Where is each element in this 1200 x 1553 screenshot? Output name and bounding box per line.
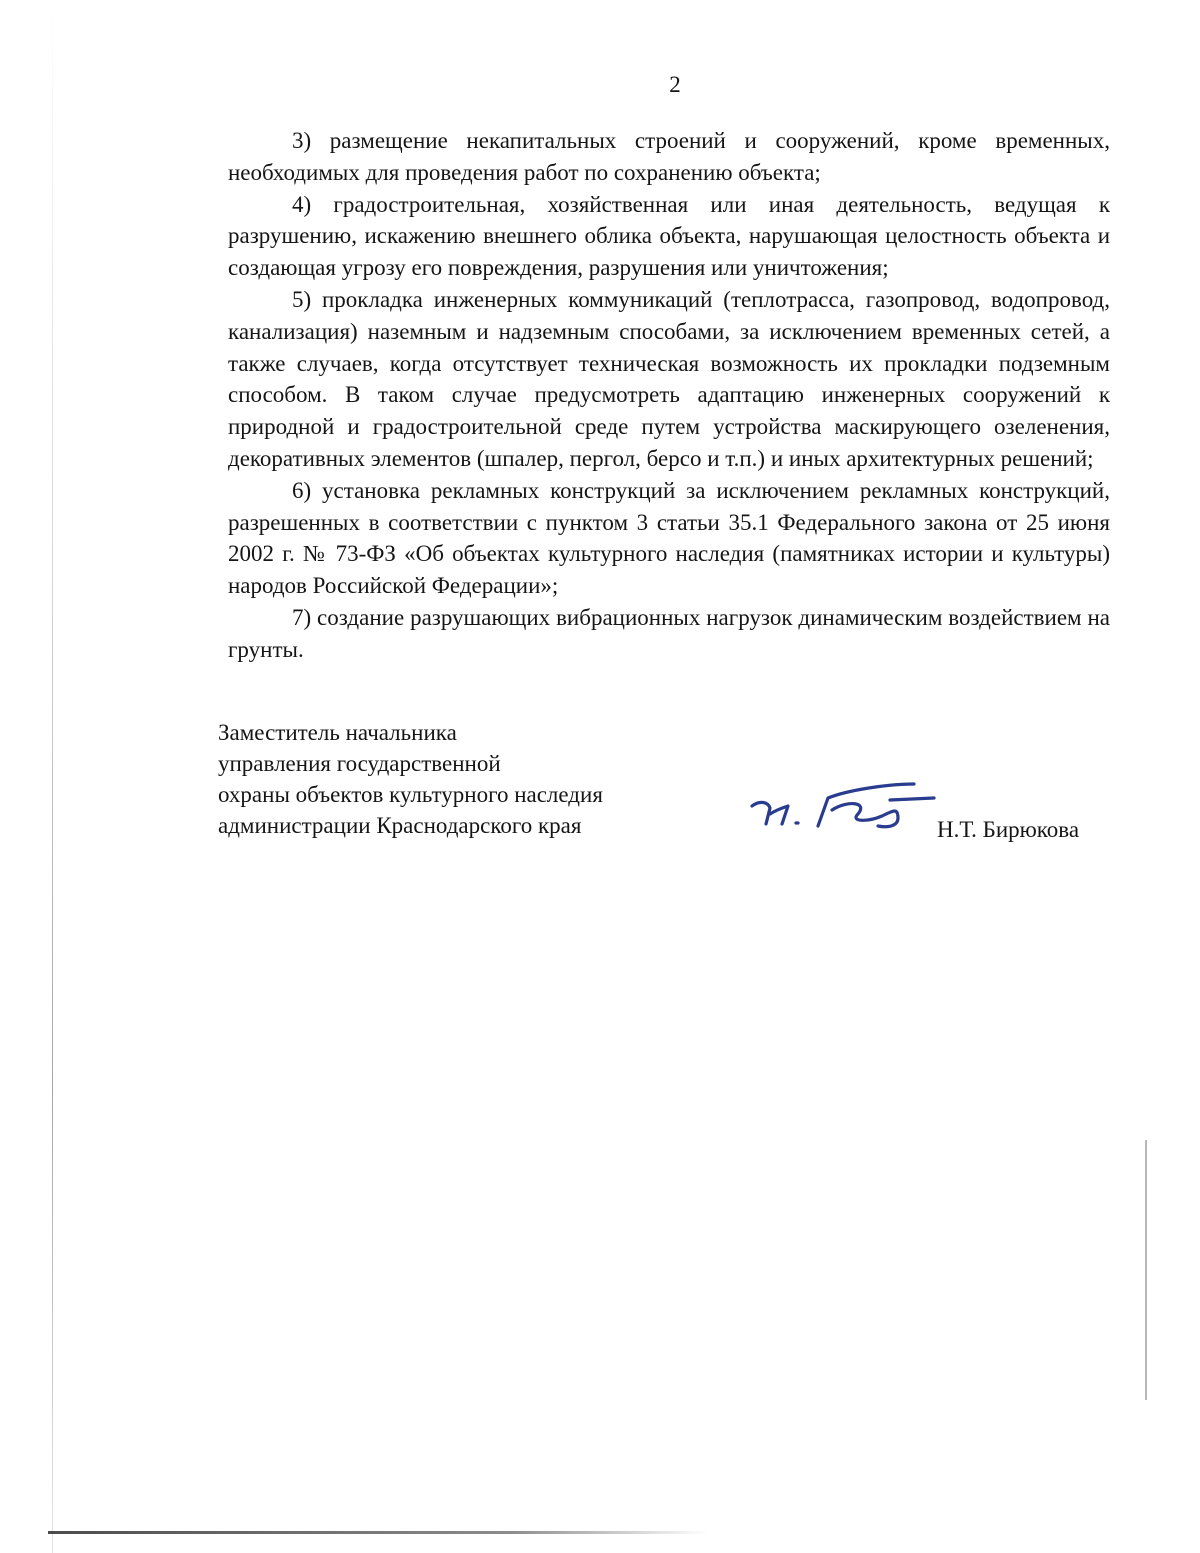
signatory-name: Н.Т. Бирюкова	[937, 817, 1080, 842]
list-item: 3) размещение некапитальных строений и сооружений, кроме временных, необходимых для проведения работ по сохранению объекта;	[228, 128, 1110, 185]
scan-edge-right	[1145, 1140, 1147, 1400]
page-number: 2	[669, 72, 681, 97]
list-item: 4) градостроительная, хозяйственная или иная деятельность, ведущая к разрушению, искажению внешнего облика объекта, нарушающая целостность объекта и создающая угрозу его повреждения, разрушения или уничтожения;	[228, 191, 1110, 281]
position-line: администрации Краснодарского края	[218, 813, 582, 838]
signature-stroke	[752, 802, 770, 824]
signatory-position	[218, 717, 603, 841]
position-line: Заместитель начальника	[218, 720, 457, 745]
handwritten-signature	[748, 778, 944, 842]
signature-stroke	[832, 804, 898, 827]
signature-stroke	[770, 806, 788, 824]
list-item: 6) установка рекламных конструкций за исключением рекламных конструкций, разрешенных в соответствии с пунктом 3 статьи 35.1 Федерального закона от 25 июня 2002 г. № 73-ФЗ «Об объектах культурного наследия (памятниках истории и культуры) народов Российской Федерации»;	[228, 477, 1110, 599]
position-line: охраны объектов культурного наследия	[218, 782, 603, 807]
document-body	[228, 125, 1110, 666]
scan-edge-left	[52, 0, 53, 1553]
position-line: управления государственной	[218, 751, 501, 776]
signature-stroke	[890, 798, 934, 800]
list-item: 5) прокладка инженерных коммуникаций (теплотрасса, газопровод, водопровод, канализация) наземным и надземным способами, за исключением временных сетей, а также случаев, когда отсутствует техническая возможность их прокладки подземным способом. В таком случае предусмотреть адаптацию инженерных сооружений к природной и градостроительной среде путем устройства маскирующего озеленения, декоративных элементов (шпалер, пергол, берсо и т.п.) и иных архитектурных решений;	[228, 286, 1110, 471]
list-item: 7) создание разрушающих вибрационных нагрузок динамическим воздействием на грунты.	[228, 604, 1110, 662]
scan-edge-bottom	[48, 1531, 708, 1534]
